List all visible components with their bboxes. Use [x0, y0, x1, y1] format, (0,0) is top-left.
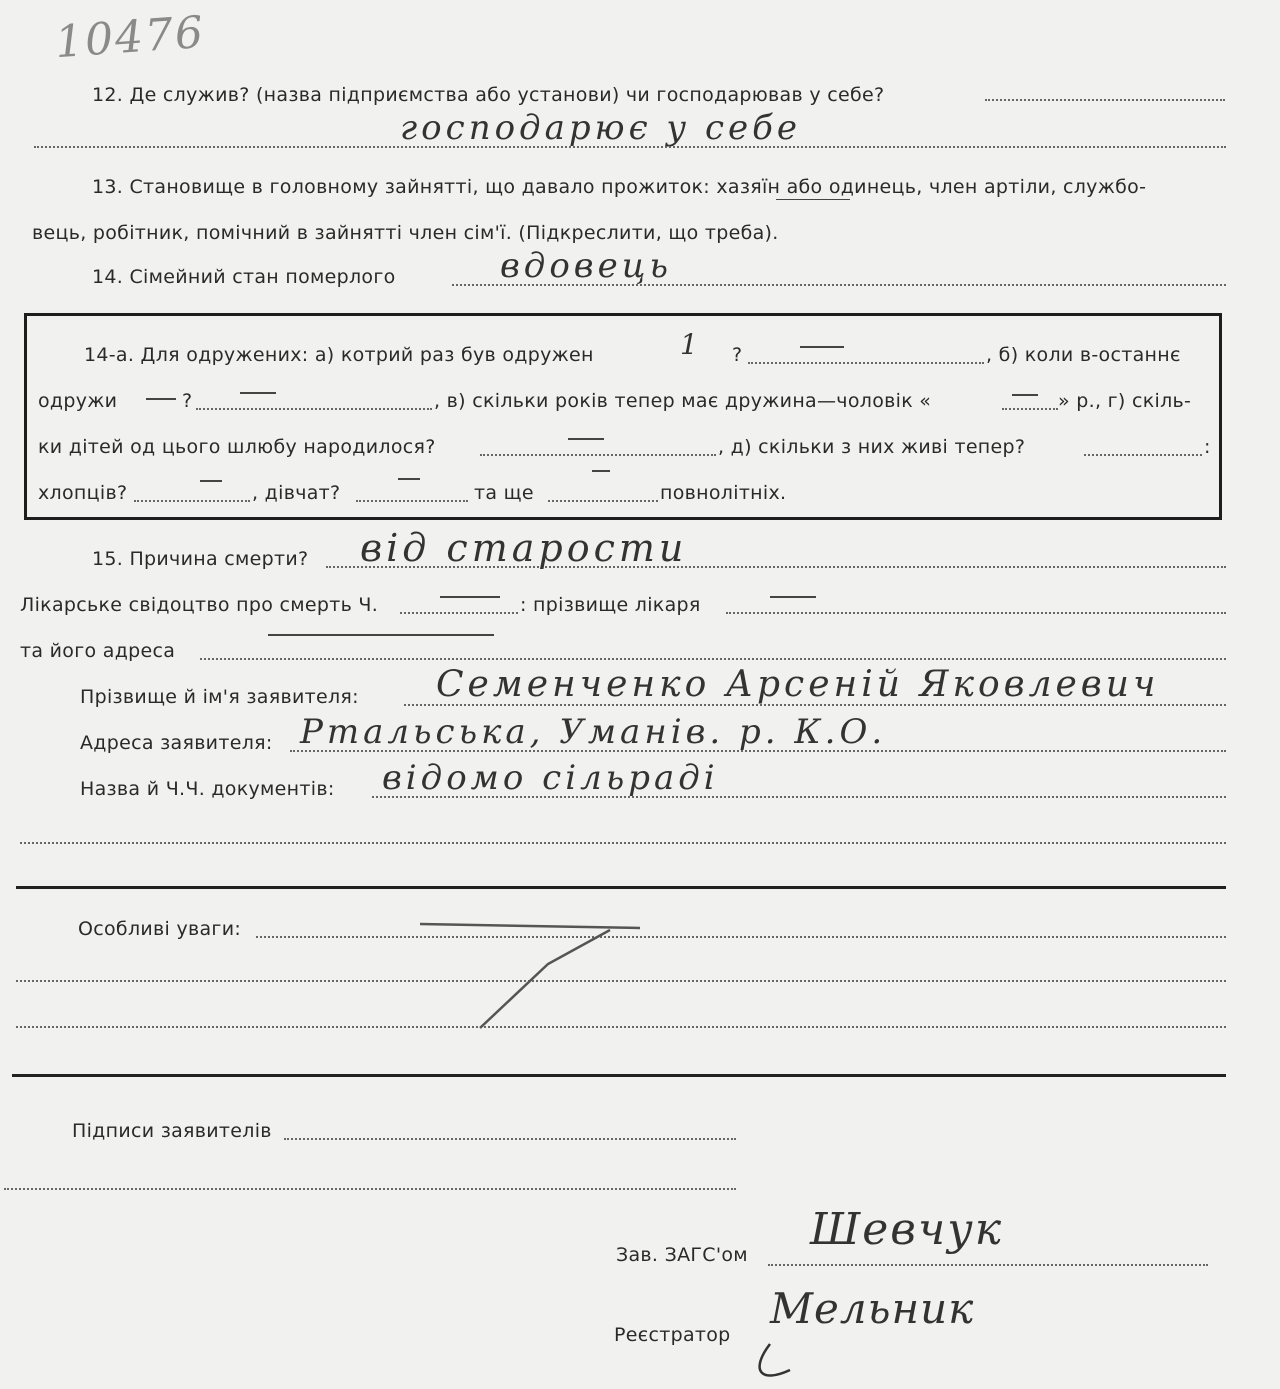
q14a-line4-d: повнолітніх. — [660, 482, 787, 504]
q14a-line2-mark — [146, 398, 176, 400]
q12-answer: господарює у себе — [400, 108, 801, 148]
q14a-line2-a: одружи — [38, 390, 118, 412]
q14a-line4-c: та ще — [474, 482, 534, 504]
q13-underline-hazyain — [776, 199, 850, 200]
q14a-line4-a: хлопців? — [38, 482, 128, 504]
q13-line2: вець, робітник, помічний в зайнятті член сім'ї. (Підкреслити, що треба). — [32, 222, 779, 244]
q14a-line1-dash — [800, 346, 844, 348]
medical-certificate-label: Лікарське свідоцтво про смерть Ч. — [20, 594, 379, 616]
applicant-address-label: Адреса заявителя: — [80, 732, 273, 754]
zags-head-dots — [768, 1264, 1208, 1266]
remarks-label: Особливі уваги: — [78, 918, 242, 940]
q14a-line3-dash — [568, 438, 604, 440]
q14a-line2-age-dots — [1002, 408, 1058, 410]
q12-label: 12. Де служив? (назва підприємства або установи) чи господарював у себе? — [92, 84, 885, 106]
applicant-name-label: Прізвище й ім'я заявителя: — [80, 686, 359, 708]
q14a-line2-b: , в) скільки років тепер має дружина—чоловік « — [434, 390, 932, 412]
q14a-line4-girls-dots — [356, 500, 468, 502]
q14a-line3-alive-dots — [1084, 454, 1202, 456]
q14-label: 14. Сімейний стан померлого — [92, 266, 396, 288]
q14a-line1-a: 14-а. Для одружених: а) котрий раз був одружен — [84, 344, 594, 366]
medical-certificate-dots — [400, 612, 518, 614]
medical-doctor-label: : прізвище лікаря — [520, 594, 701, 616]
q13-line1: 13. Становище в головному зайнятті, що давало прожиток: хазяїн або одинець, член артіли, службо- — [92, 176, 1147, 198]
q14a-line2-age-dash — [1012, 394, 1038, 396]
medical-doctor-dots — [726, 612, 1226, 614]
zags-head-signature: Шевчук — [810, 1204, 1004, 1255]
q14a-line4-b: , дівчат? — [252, 482, 341, 504]
q14a-line4-girls-dash — [398, 478, 420, 480]
q14a-line1-b: , б) коли в-останнє — [986, 344, 1181, 366]
applicant-docs-label: Назва й Ч.Ч. документів: — [80, 778, 335, 800]
medical-address-dash — [268, 634, 494, 636]
q15-label: 15. Причина смерти? — [92, 548, 309, 570]
medical-address-dots — [200, 658, 1226, 660]
q12-answer-line — [34, 146, 1226, 148]
registrar-label: Реєстратор — [614, 1324, 731, 1346]
q14a-line2-c: » р., г) скіль- — [1058, 390, 1192, 412]
section-divider-1 — [16, 886, 1226, 889]
applicants-signatures-dots-1 — [284, 1138, 736, 1140]
q12-dotted-line — [985, 99, 1225, 101]
q14a-line2-dots — [196, 408, 432, 410]
medical-address-label: та його адреса — [20, 640, 176, 662]
applicants-signatures-dots-2 — [4, 1188, 736, 1190]
applicant-address-value: Ртальська, Уманів. р. К.О. — [300, 712, 887, 752]
docs-extra-dots — [20, 842, 1226, 844]
applicants-signatures-label: Підписи заявителів — [72, 1120, 272, 1142]
applicant-name-value: Семенченко Арсеній Яковлевич — [436, 664, 1160, 705]
remarks-strike-mark — [420, 910, 660, 1040]
q14a-line3-b: , д) скільки з них живі тепер? — [718, 436, 1026, 458]
registrar-signature-flourish — [740, 1340, 860, 1389]
applicant-docs-value: відомо сільраді — [382, 758, 719, 798]
archive-number: 10476 — [53, 6, 207, 69]
medical-doctor-dash — [770, 596, 816, 598]
section-divider-2 — [12, 1074, 1226, 1077]
remarks-dots-1 — [256, 936, 1226, 938]
q14-answer: вдовець — [500, 246, 672, 286]
q14a-line3-dots — [480, 454, 716, 456]
q14a-line4-adult-dots — [548, 500, 658, 502]
q14a-line1-dots — [748, 362, 984, 364]
q15-answer: від старости — [360, 526, 688, 570]
q14a-line1-q: ? — [732, 344, 743, 366]
q14a-line4-boys-dash — [200, 480, 222, 482]
medical-certificate-dash — [440, 596, 500, 598]
q14a-line2-dash — [240, 392, 276, 394]
q14a-line4-boys-dots — [134, 500, 250, 502]
registrar-signature: Мельник — [770, 1284, 975, 1333]
q14a-line2-q: ? — [182, 390, 193, 412]
q14a-line1-answer: 1 — [680, 328, 702, 361]
q14a-line3-a: ки дітей од цього шлюбу народилося? — [38, 436, 436, 458]
zags-head-label: Зав. ЗАГС'ом — [616, 1244, 748, 1266]
q14a-line4-adult-dash — [592, 470, 610, 472]
q14a-line3-c: : — [1204, 436, 1211, 458]
